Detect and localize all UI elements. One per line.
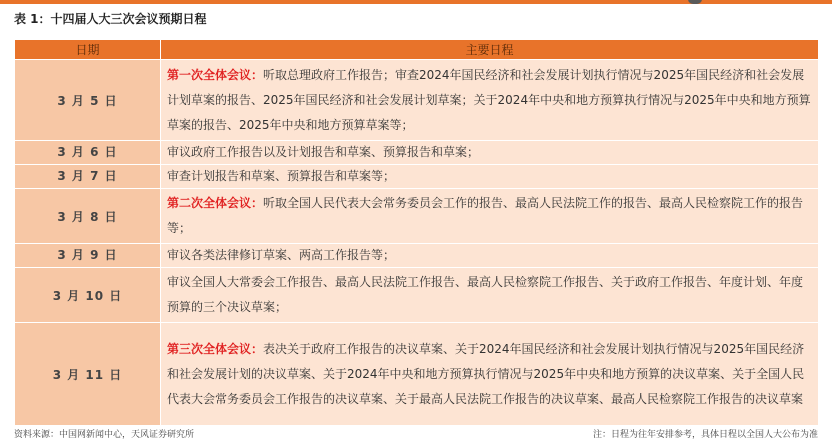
schedule-text: 表决关于政府工作报告的决议草案、关于2024年国民经济和社会发展计划执行情况与2025年国民经济和社会发展计划的决议草案、关于2024年中央和地方预算执行情况与2025年中央和地方预算的决议草案、关于全国人民代表大会常务委员会工作报告的决议草案、关于最高人民法院工作报告的决议草案、最高人民检察院工作报告的决议草案 [167, 341, 805, 406]
row-schedule [161, 165, 819, 189]
disclaimer-note: 注：日程为往年安排参考，具体日程以全国人大公布为准 [592, 430, 818, 440]
row-date: 3 月 11 日 [15, 323, 161, 426]
row-schedule [161, 141, 819, 165]
row-schedule [161, 244, 819, 268]
table-row [15, 165, 819, 189]
schedule-table [14, 39, 819, 426]
source-note: 资料来源：中国网新闻中心，天风证券研究所 [14, 430, 195, 440]
header-date: 日期 [15, 40, 161, 60]
header-schedule: 主要日程 [161, 40, 819, 60]
table-header-row [15, 40, 819, 60]
decorative-knob [688, 0, 702, 4]
schedule-text: 听取全国人民代表大会常务委员会工作的报告、最高人民法院工作的报告、最高人民检察院工作的报告等； [167, 196, 804, 235]
row-date: 3 月 7 日 [15, 165, 161, 189]
row-date: 3 月 8 日 [15, 189, 161, 244]
row-schedule [161, 189, 819, 244]
schedule-text: 审议政府工作报告以及计划报告和草案、预算报告和草案； [167, 145, 480, 159]
schedule-text: 审议全国人大常委会工作报告、最高人民法院工作报告、最高人民检察院工作报告、关于政府工作报告、年度计划、年度预算的三个决议草案； [167, 275, 804, 314]
table-row [15, 60, 819, 141]
table-row [15, 189, 819, 244]
row-date: 3 月 6 日 [15, 141, 161, 165]
row-date: 3 月 10 日 [15, 268, 161, 323]
row-date: 3 月 9 日 [15, 244, 161, 268]
session-highlight: 第一次全体会议： [167, 67, 264, 82]
row-schedule [161, 268, 819, 323]
schedule-text: 审查计划报告和草案、预算报告和草案等； [167, 169, 396, 183]
session-highlight: 第三次全体会议： [167, 341, 264, 356]
row-date: 3 月 5 日 [15, 60, 161, 141]
table-row [15, 268, 819, 323]
session-highlight: 第二次全体会议： [167, 196, 264, 210]
table-row [15, 323, 819, 426]
row-schedule [161, 323, 819, 426]
schedule-text: 听取总理政府工作报告；审查2024年国民经济和社会发展计划执行情况与2025年国民经济和社会发展计划草案的报告、2025年国民经济和社会发展计划草案；关于2024年中央和地方预算执行情况与2025年中央和地方预算草案的报告、2025年中央和地方预算草案等； [167, 67, 811, 132]
table-title: 表 1：十四届人大三次会议预期日程 [14, 12, 207, 26]
row-schedule [161, 60, 819, 141]
table-row [15, 141, 819, 165]
schedule-text: 审议各类法律修订草案、两高工作报告等； [167, 248, 396, 262]
table-row [15, 244, 819, 268]
top-accent-bar [0, 0, 832, 4]
